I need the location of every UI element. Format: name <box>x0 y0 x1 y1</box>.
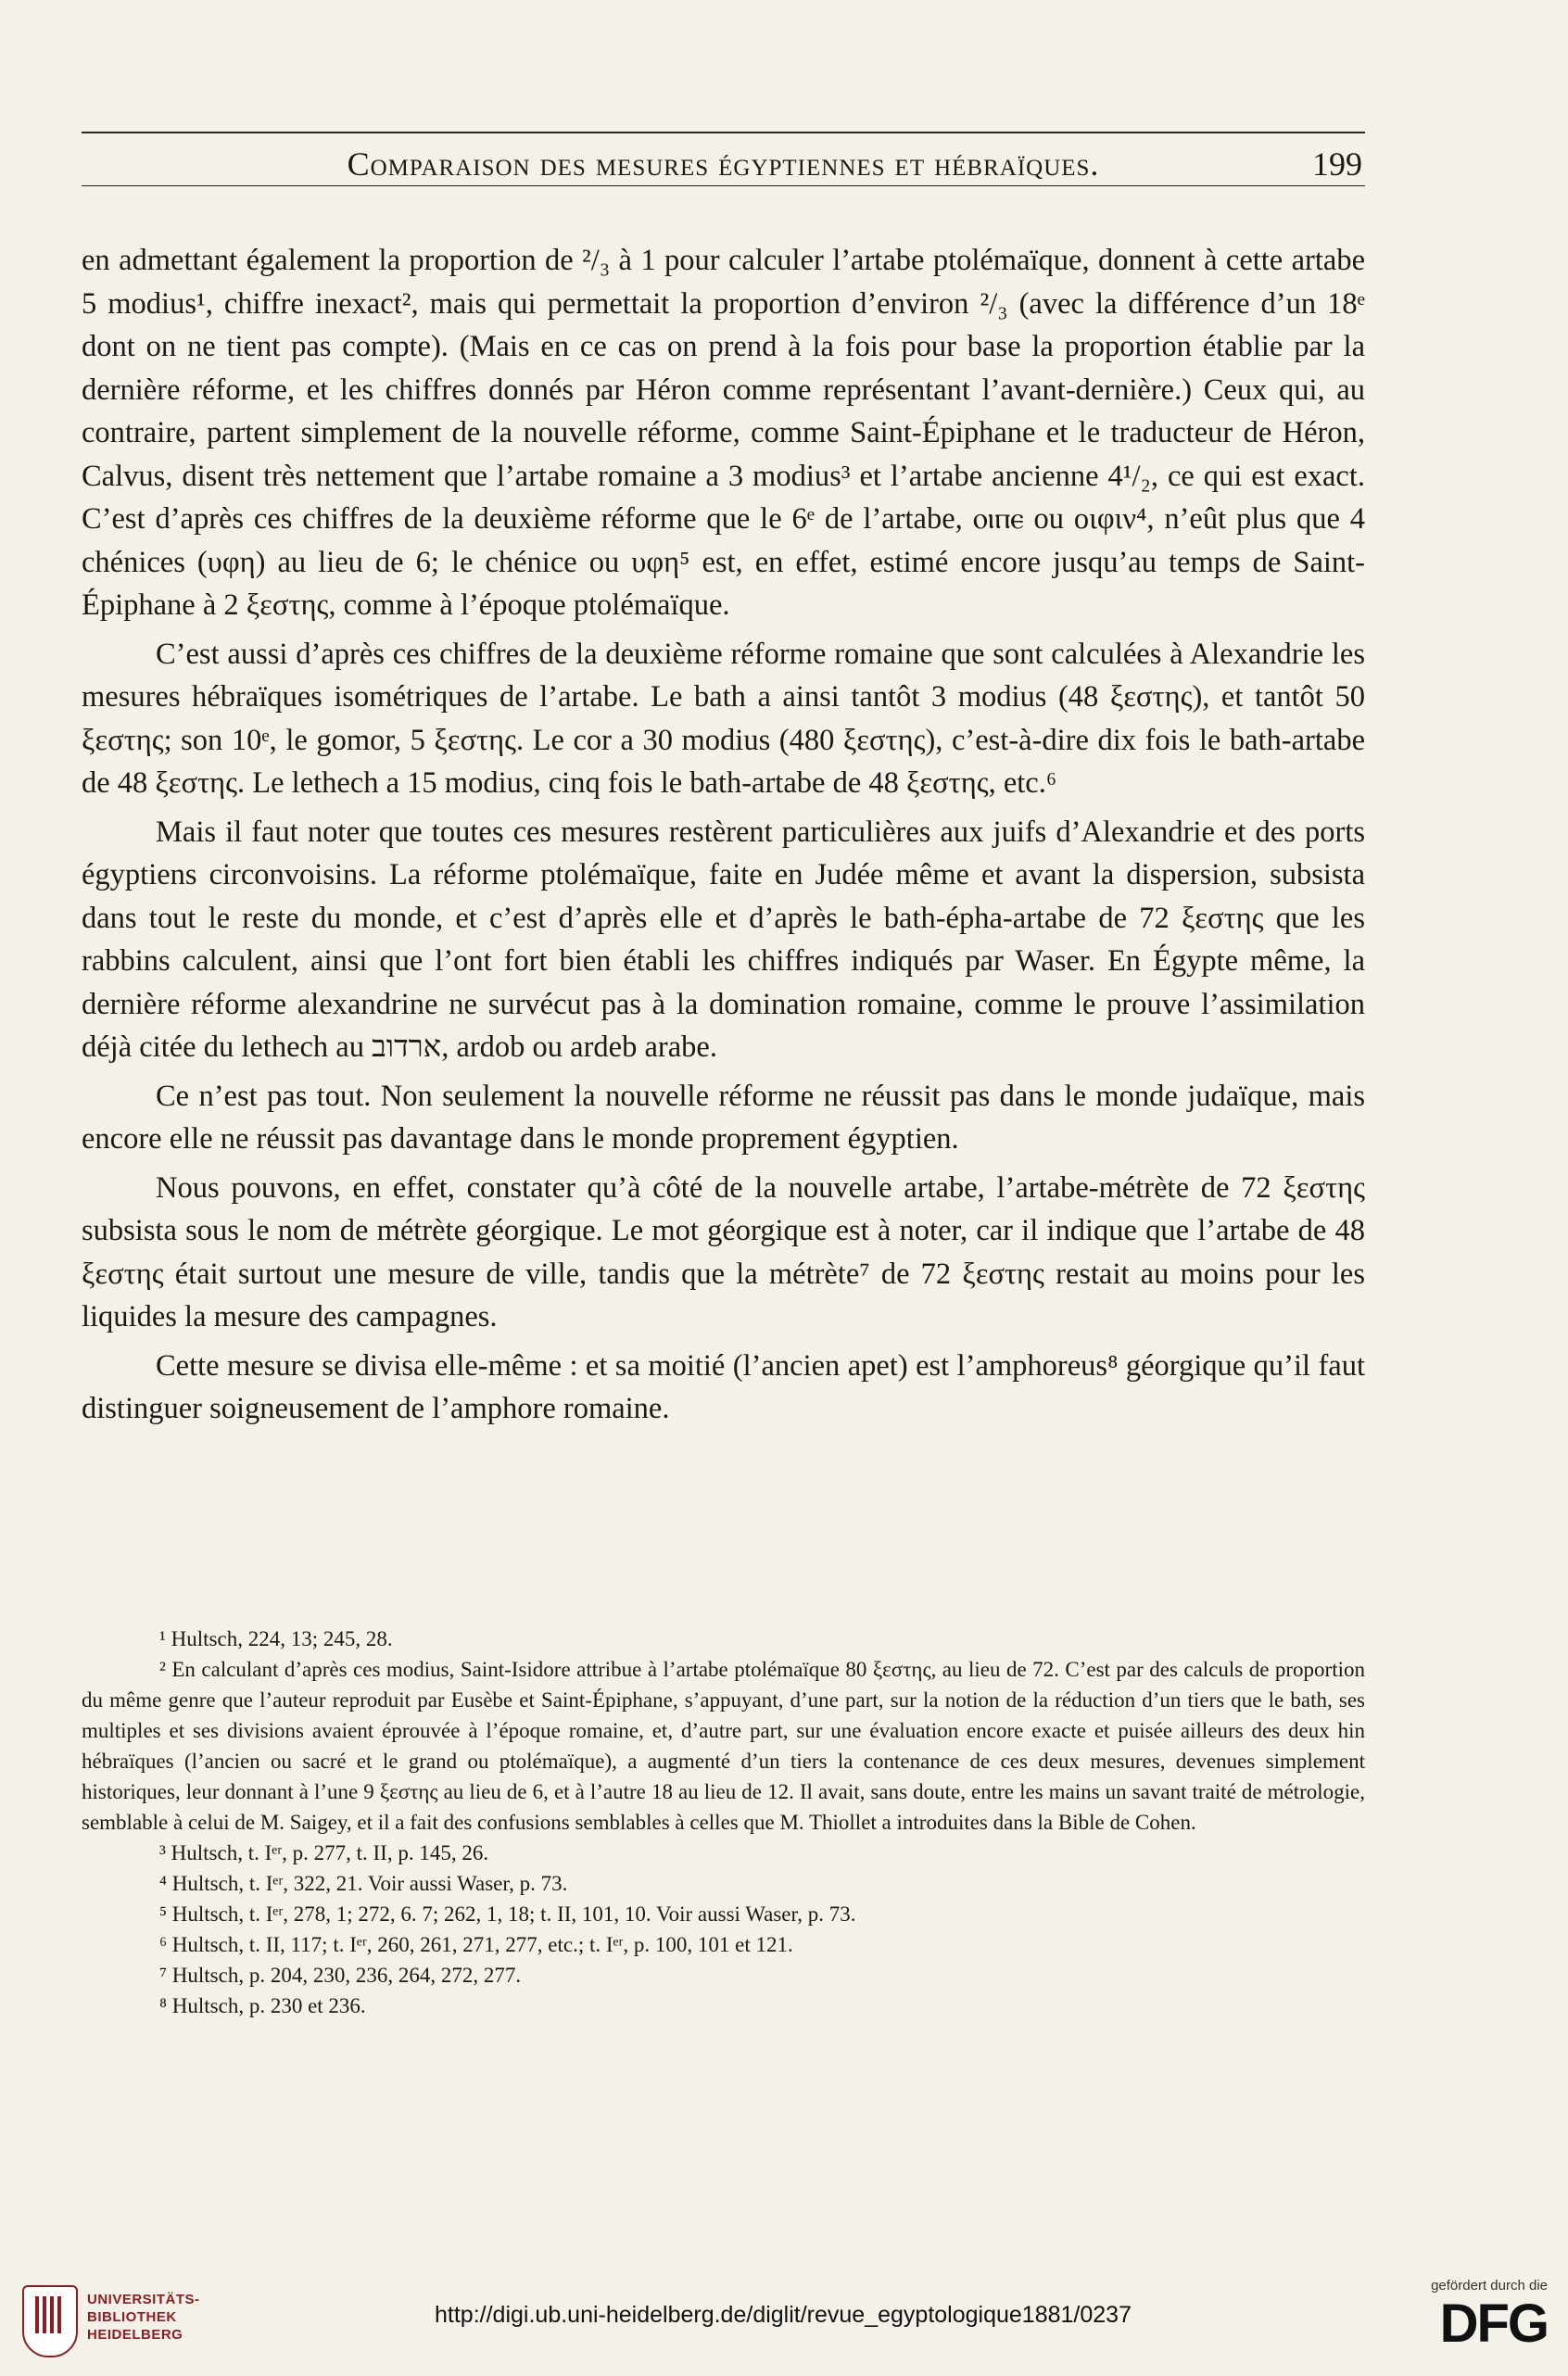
paragraph: Cette mesure se divisa elle-même : et sa moitié (l’ancien apet) est l’amphoreus⁸ géorgique qu’il faut distinguer soigneusement de l’amphore romaine. <box>82 1348 1365 1425</box>
footnotes <box>82 1624 1365 2021</box>
sponsor-note: gefördert durch die <box>1431 2278 1548 2294</box>
footnote: ⁷ Hultsch, p. 204, 230, 236, 264, 272, 277. <box>159 1964 522 1987</box>
digitization-footer <box>0 2261 1568 2376</box>
paragraph: C’est aussi d’après ces chiffres de la deuxième réforme romaine que sont calculées à Alexandrie les mesures hébraïques isométriques de l’artabe. Le bath a ainsi tantôt 3 modius (48 ξεστης), et tantôt 50 ξεστης; son 10ᵉ, le gomor, 5 ξεστης. Le cor a 30 modius (480 ξεστης), c’est-à-dire dix fois le bath-artabe de 48 ξεστης. Le lethech a 15 modius, cinq fois le bath-artabe de 48 ξεστης, etc.⁶ <box>82 637 1365 800</box>
header-top-rule <box>82 132 1365 133</box>
library-logo[interactable] <box>22 2280 200 2372</box>
library-name-line: UNIVERSITÄTS- <box>87 2292 200 2307</box>
sponsor-logo[interactable] <box>1399 2278 1548 2355</box>
footnote: ⁸ Hultsch, p. 230 et 236. <box>159 1994 366 2017</box>
paragraph: Ce n’est pas tout. Non seulement la nouvelle réforme ne réussit pas dans le monde judaïque, mais encore elle ne réussit pas davantage dans le monde proprement égyptien. <box>82 1079 1365 1156</box>
paragraph: en admettant également la proportion de ²/₃ à 1 pour calculer l’artabe ptolémaïque, donnent à cette artabe 5 modius¹, chiffre inexact², mais qui permettait la proportion d’environ ²/₃ (avec la différence d’un 18ᵉ dont on ne tient pas compte). (Mais en ce cas on prend à la fois pour base la proportion établie par la dernière réforme, et les chiffres donnés par Héron comme représentant l’avant-dernière.) Ceux qui, au contraire, partent simplement de la nouvelle réforme, comme Saint-Épiphane et le traducteur de Héron, Calvus, disent très nettement que l’artabe romaine a 3 modius³ et l’artabe ancienne 4¹/₂, ce qui est exact. C’est d’après ces chiffres de la deuxième réforme que le 6ᵉ de l’artabe, ⲟⲓⲡⲉ ou οιφιν⁴, n’eût plus que 4 chénices (υφη) au lieu de 6; le chénice ou υφη⁵ est, en effet, estimé encore jusqu’au temps de Saint-Épiphane à 2 ξεστης, comme à l’époque ptolémaïque. <box>82 244 1365 622</box>
footnote: ⁵ Hultsch, t. Iᵉʳ, 278, 1; 272, 6. 7; 262, 1, 18; t. II, 101, 10. Voir aussi Waser, p. 73. <box>159 1902 856 1926</box>
library-name-line: BIBLIOTHEK <box>87 2309 177 2325</box>
footnote: ⁶ Hultsch, t. II, 117; t. Iᵉʳ, 260, 261, 271, 277, etc.; t. Iᵉʳ, p. 100, 101 et 121. <box>159 1933 793 1956</box>
paragraph: Mais il faut noter que toutes ces mesures restèrent particulières aux juifs d’Alexandrie et des ports égyptiens circonvoisins. La réforme ptolémaïque, faite en Judée même et avant la dispersion, subsista dans tout le reste du monde, et c’est d’après elle et d’après le bath-épha-artabe de 72 ξεστης que les rabbins calculent, ainsi que l’ont fort bien établi les chiffres indiqués par Waser. En Égypte même, la dernière réforme alexandrine ne survécut pas à la domination romaine, comme le prouve l’assimilation déjà citée du lethech au ארדוב, ardob ou ardeb arabe. <box>82 815 1365 1064</box>
library-name <box>87 2291 200 2344</box>
running-header-title: Comparaison des mesures égyptiennes et hébraïques. <box>347 145 1100 183</box>
library-shield-icon <box>22 2285 78 2357</box>
dfg-logo-icon: DFG <box>1439 2294 1548 2354</box>
header-bottom-rule <box>82 185 1365 186</box>
body-text <box>82 239 1365 1436</box>
footnote: ² En calculant d’après ces modius, Saint-Isidore attribue à l’artabe ptolémaïque 80 ξεστης, au lieu de 72. C’est par des calculs de proportion du même genre que l’auteur reproduit par Eusèbe et Saint-Épiphane, s’appuyant, d’une part, sur la notion de la réduction d’un tiers que le bath, ses multiples et ses divisions avaient éprouvée à l’époque romaine, et, d’autre part, sur une évaluation encore exacte et puisée ailleurs des deux hin hébraïques (l’ancien ou sacré et le grand ou ptolémaïque), a augmenté d’un tiers la contenance de ces deux mesures, devenues simplement historiques, leur donnant à l’une 9 ξεστης au lieu de 6, et à l’autre 18 au lieu de 12. Il avait, sans doute, entre les mains un savant traité de métrologie, semblable à celui de M. Saigey, et il a fait des confusions semblables à celles que M. Thiollet a introduites dans la Bible de Cohen. <box>82 1658 1365 1834</box>
permalink-url[interactable]: http://digi.ub.uni-heidelberg.de/diglit/revue_egyptologique1881/0237 <box>435 2302 1132 2328</box>
footnote: ³ Hultsch, t. Iᵉʳ, p. 277, t. II, p. 145, 26. <box>159 1841 489 1864</box>
footnote: ⁴ Hultsch, t. Iᵉʳ, 322, 21. Voir aussi Waser, p. 73. <box>159 1872 568 1895</box>
page-number: 199 <box>1312 145 1362 183</box>
paragraph: Nous pouvons, en effet, constater qu’à côté de la nouvelle artabe, l’artabe-métrète de 72 ξεστης subsista sous le nom de métrète géorgique. Le mot géorgique est à noter, car il indique que l’artabe de 48 ξεστης était surtout une mesure de ville, tandis que la métrète⁷ de 72 ξεστης restait au moins pour les liquides la mesure des campagnes. <box>82 1170 1365 1333</box>
footnote: ¹ Hultsch, 224, 13; 245, 28. <box>159 1627 393 1650</box>
library-name-line: HEIDELBERG <box>87 2327 183 2343</box>
